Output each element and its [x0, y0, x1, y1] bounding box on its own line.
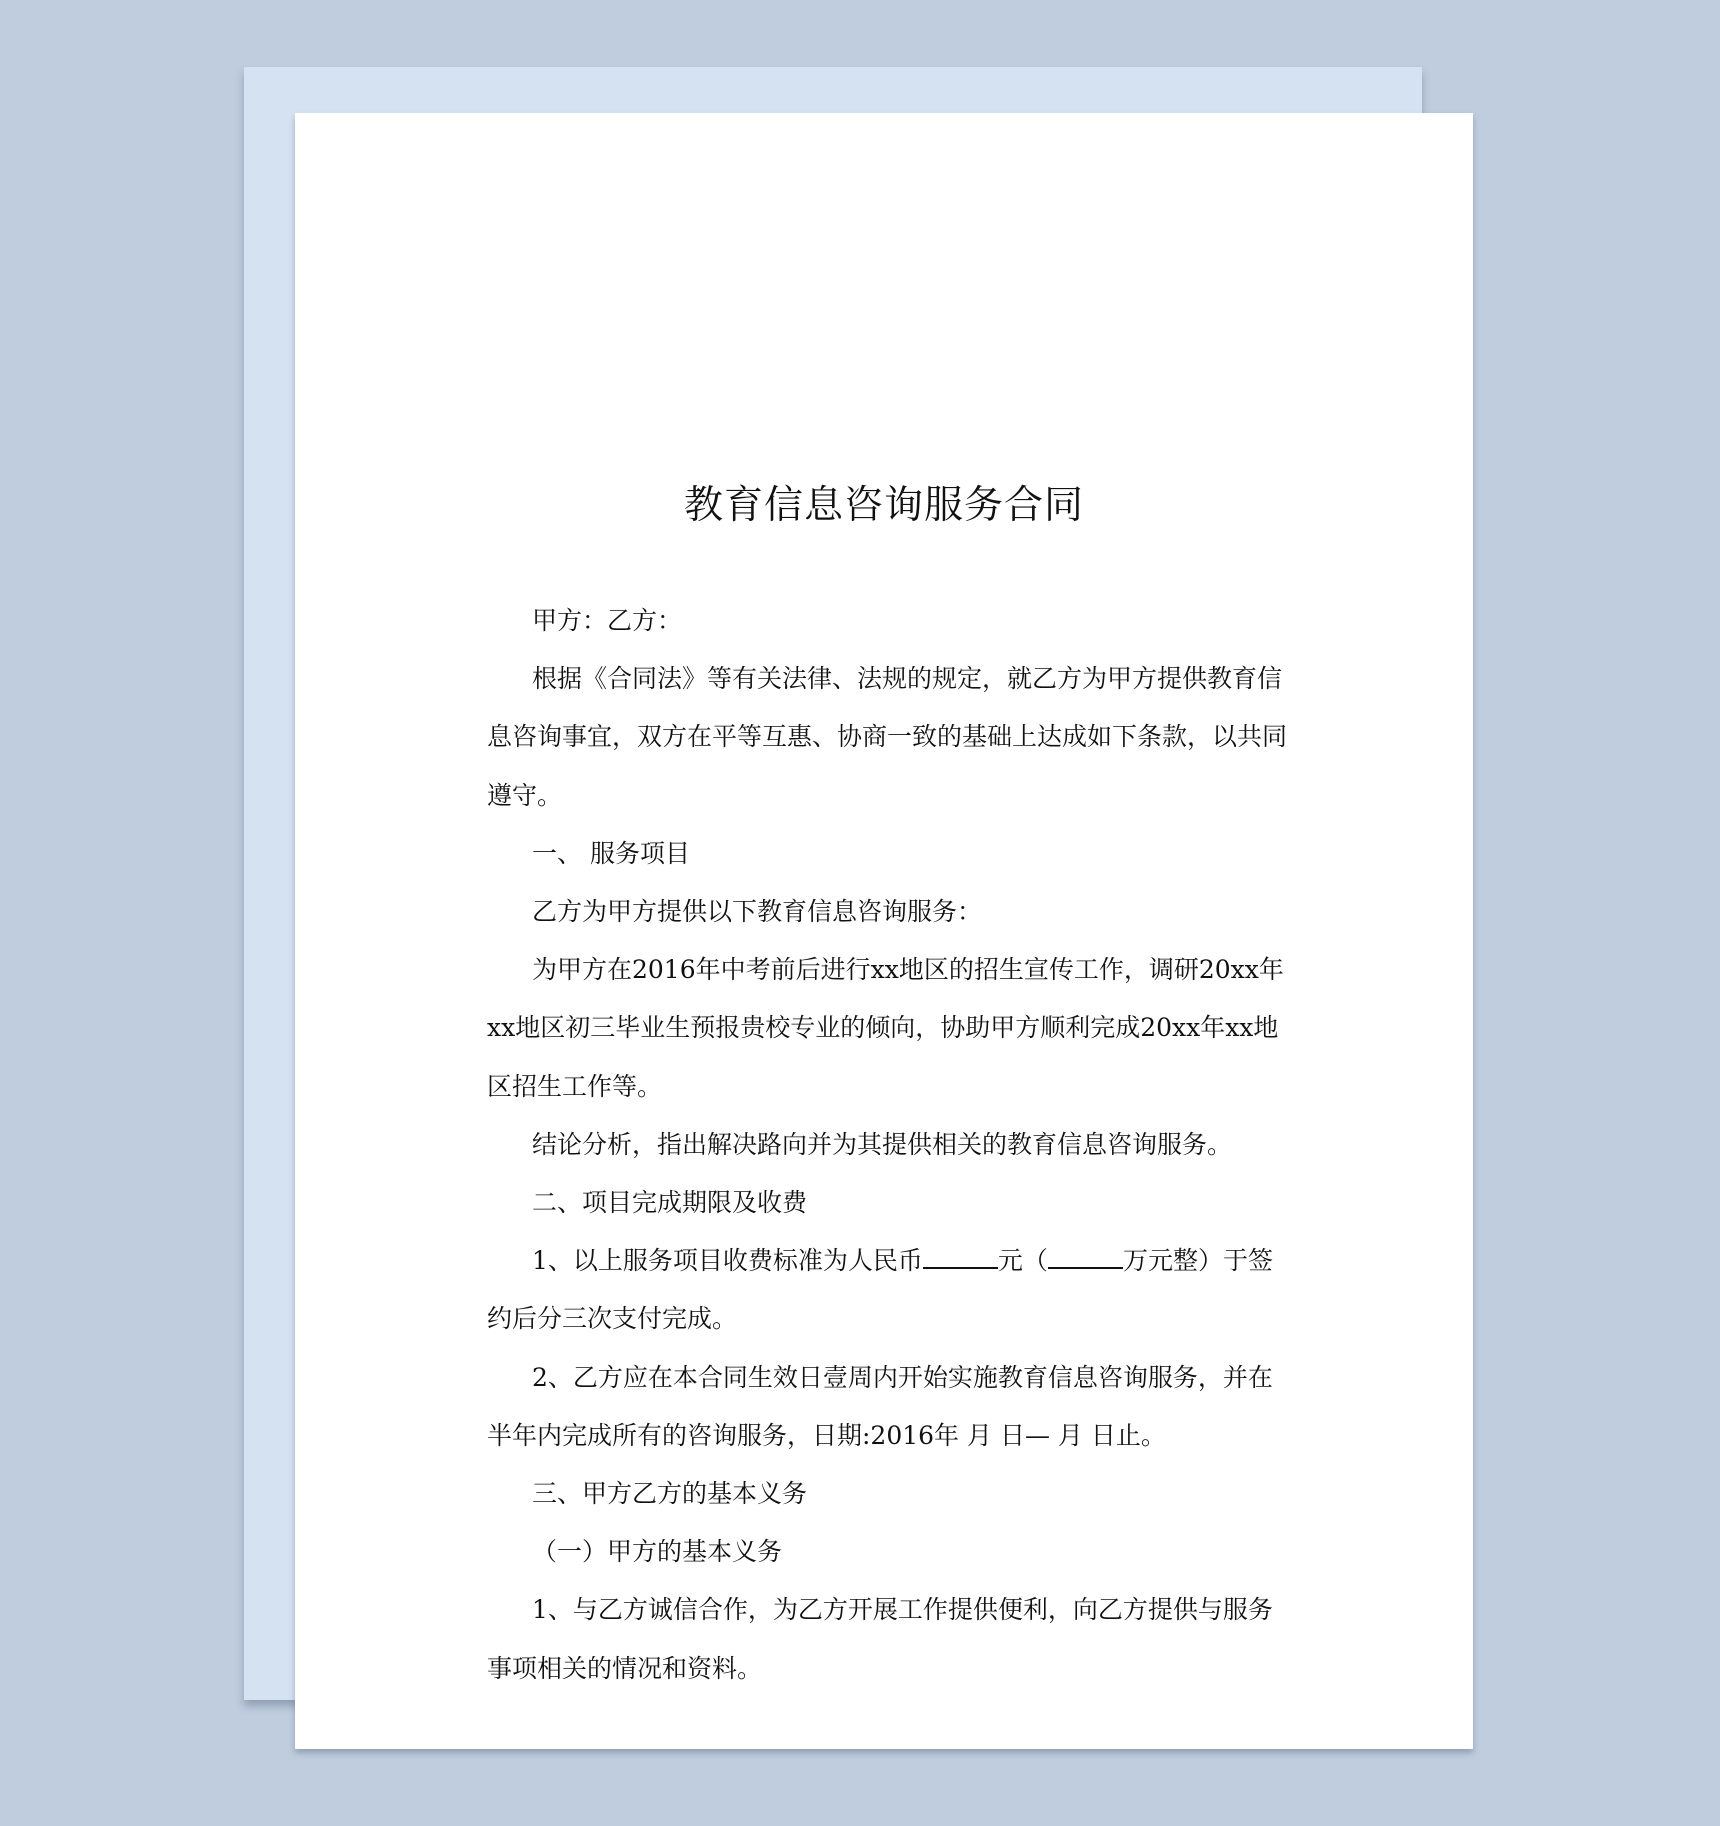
- service-intro: 乙方为甲方提供以下教育信息咨询服务：: [532, 897, 983, 927]
- document-page: [295, 113, 1473, 1749]
- fee-clause-part1: 1、以上服务项目收费标准为人民币: [532, 1246, 923, 1276]
- subsection-heading: （一）甲方的基本义务: [532, 1537, 783, 1567]
- service-conclusion: 结论分析，指出解决路向并为其提供相关的教育信息咨询服务。: [532, 1129, 1233, 1159]
- section-heading-2: 二、项目完成期限及收费: [532, 1188, 808, 1218]
- intro-paragraph: 根据《合同法》等有关法律、法规的规定，就乙方为甲方提供教育信息咨询事宜，双方在平等互惠、协商一致的基础上达成如下条款，以共同遵守。: [487, 664, 1288, 810]
- amount-blank-wan: [1048, 1245, 1123, 1269]
- document-title: 教育信息咨询服务合同: [683, 483, 1084, 528]
- document-body: [487, 592, 1287, 1698]
- service-detail: 为甲方在2016年中考前后进行xx地区的招生宣传工作，调研20xx年xx地区初三毕业生预报贵校专业的倾向，协助甲方顺利完成20xx年xx地区招生工作等。: [487, 955, 1284, 1101]
- section-heading-1: 一、 服务项目: [532, 838, 690, 868]
- parties-line: 甲方：乙方：: [532, 606, 683, 635]
- section-heading-3: 三、甲方乙方的基本义务: [532, 1479, 808, 1509]
- party-a-duty-1: 1、与乙方诚信合作，为乙方开展工作提供便利，向乙方提供与服务事项相关的情况和资料。: [487, 1595, 1273, 1683]
- fee-clause-part3: 万元整）于签约后分三次支付完成。: [487, 1246, 1273, 1334]
- fee-clause-part2: 元（: [997, 1246, 1048, 1276]
- fee-clause: [487, 1232, 1287, 1348]
- amount-blank: [923, 1245, 998, 1269]
- timeline-clause: 2、乙方应在本合同生效日壹周内开始实施教育信息咨询服务，并在半年内完成所有的咨询服务，日期:2016年 月 日— 月 日止。: [487, 1362, 1273, 1450]
